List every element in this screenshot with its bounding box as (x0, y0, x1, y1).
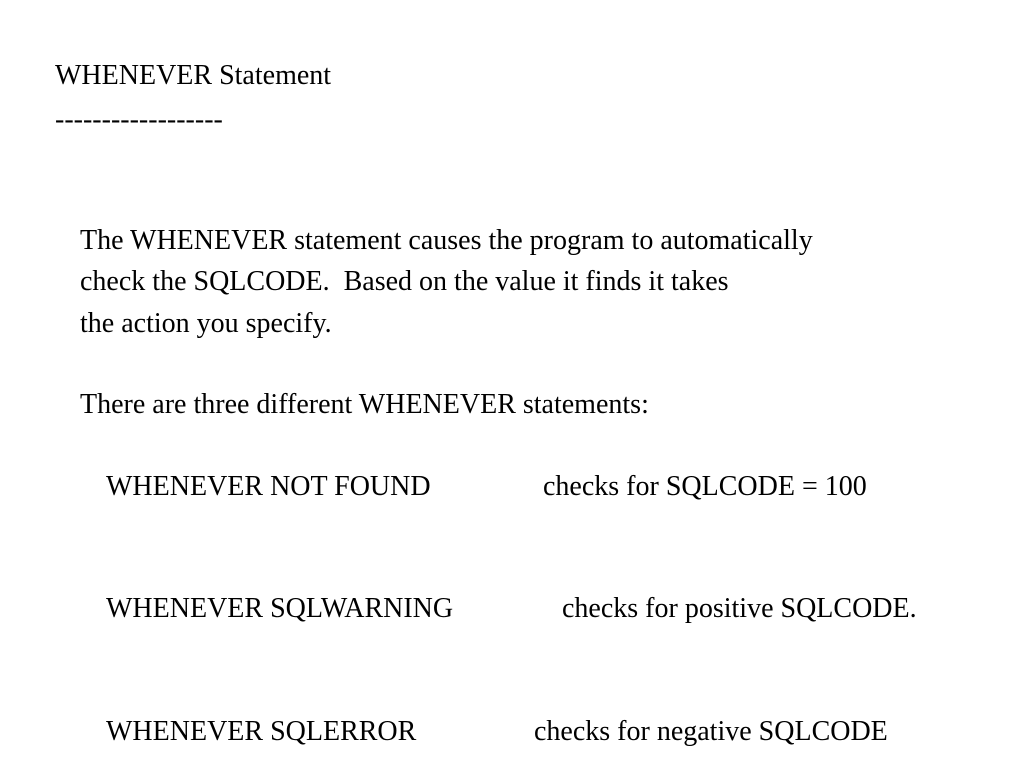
statement-row-not-found (106, 471, 867, 599)
statement-keyword: WHENEVER SQLWARNING (106, 593, 454, 624)
statement-row-sqlwarning (106, 593, 917, 721)
statement-description: checks for positive SQLCODE. (562, 593, 917, 624)
statements-intro: There are three different WHENEVER statements: (80, 389, 649, 420)
description-line-3: the action you specify. (80, 308, 332, 339)
title-underline: ------------------ (55, 104, 223, 135)
statement-row-sqlerror (106, 716, 888, 768)
statement-description: checks for SQLCODE = 100 (543, 471, 867, 502)
statement-keyword: WHENEVER NOT FOUND (106, 471, 431, 502)
description-line-2: check the SQLCODE. Based on the value it finds it takes (80, 266, 729, 297)
description-line-1: The WHENEVER statement causes the program to automatically (80, 225, 813, 256)
statement-keyword: WHENEVER SQLERROR (106, 716, 417, 747)
page-title: WHENEVER Statement (55, 60, 332, 91)
statement-description: checks for negative SQLCODE (534, 716, 888, 747)
